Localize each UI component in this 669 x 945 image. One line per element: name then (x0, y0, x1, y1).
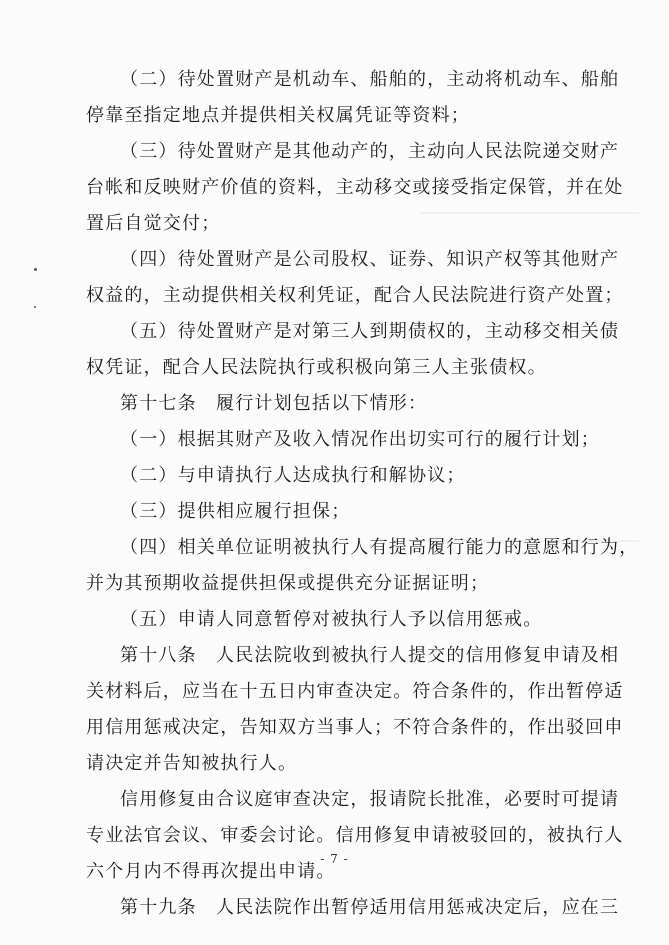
text-line: （三）待处置财产是其他动产的，主动向人民法院递交财产 (120, 141, 620, 162)
text-line: （二）待处置财产是机动车、船舶的，主动将机动车、船舶 (120, 69, 620, 90)
text-line: 信用修复由合议庭审查决定，报请院长批准，必要时可提请 (120, 789, 620, 810)
text-line: 用信用惩戒决定，告知双方当事人；不符合条件的，作出驳回申 (86, 717, 624, 738)
text-line: 权益的，主动提供相关权利凭证，配合人民法院进行资产处置； (86, 285, 624, 306)
text-line: （四）相关单位证明被执行人有提高履行能力的意愿和行为， (120, 537, 639, 558)
article-heading: 第十八条 人民法院收到被执行人提交的信用修复申请及相 (120, 645, 620, 666)
text-line: 权凭证，配合人民法院执行或积极向第三人主张债权。 (86, 357, 547, 378)
text-line: （三）提供相应履行担保； (120, 501, 351, 522)
scan-speck (34, 268, 37, 271)
article-heading: 第十九条 人民法院作出暂停适用信用惩戒决定后，应在三 (120, 897, 620, 918)
text-line: （二）与申请执行人达成执行和解协议； (120, 465, 466, 486)
text-line: 专业法官会议、审委会讨论。信用修复申请被驳回的，被执行人 (86, 825, 624, 846)
text-line: 关材料后，应当在十五日内审查决定。符合条件的，作出暂停适 (86, 681, 624, 702)
text-line: 停靠至指定地点并提供相关权属凭证等资料； (86, 105, 470, 126)
text-line: （四）待处置财产是公司股权、证券、知识产权等其他财产 (120, 249, 620, 270)
text-line: 并为其预期收益提供担保或提供充分证据证明； (86, 573, 490, 594)
text-line: （五）申请人同意暂停对被执行人予以信用惩戒。 (120, 609, 543, 630)
text-line: 置后自觉交付； (86, 213, 221, 234)
document-body (86, 62, 639, 926)
article-heading: 第十七条 履行计划包括以下情形： (120, 393, 428, 414)
text-line: （五）待处置财产是对第三人到期债权的，主动移交相关债 (120, 321, 620, 342)
text-line: 台帐和反映财产价值的资料，主动移交或接受指定保管，并在处 (86, 177, 624, 198)
text-line: 六个月内不得再次提出申请。 (86, 861, 336, 882)
text-line: 请决定并告知被执行人。 (86, 753, 298, 774)
page-number: - 7 - (320, 852, 349, 866)
scan-speck (34, 306, 36, 308)
text-line: （一）根据其财产及收入情况作出切实可行的履行计划； (120, 429, 600, 450)
